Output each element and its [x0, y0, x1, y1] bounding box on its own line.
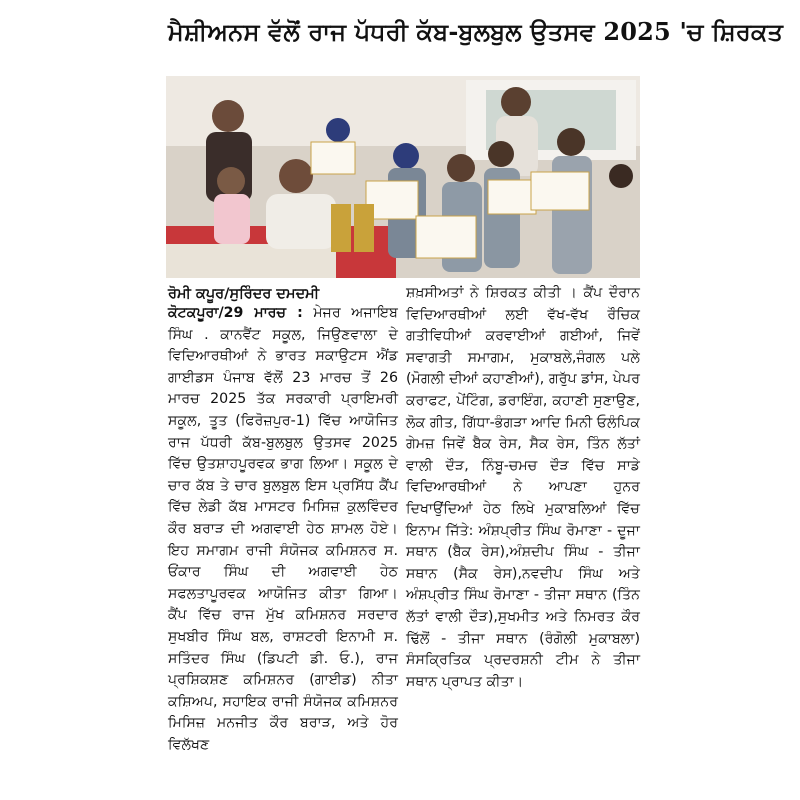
byline: ਰੋਮੀ ਕਪੂਰ/ਸੁਰਿੰਦਰ ਦਮਦਮੀ	[168, 286, 320, 302]
article-column-1	[168, 303, 398, 793]
column-1-text: ਮੇਜਰ ਅਜਾਇਬ ਸਿੰਘ . ਕਾਨਵੈਂਟ ਸਕੂਲ, ਜਿਉਣਵਾਲਾ ਦੇ ਵਿਦਿਆਰਥੀਆਂ ਨੇ ਭਾਰਤ ਸਕਾਉਟਸ ਐਂਡ ਗਾਈਡਸ ਪੰਜਾਬ ਵੱਲੋਂ 23 ਮਾਰਚ ਤੋਂ 26 ਮਾਰਚ 2025 ਤੱਕ ਸਰਕਾਰੀ ਪ੍ਰਾਇਮਰੀ ਸਕੂਲ, ਤੂਤ (ਫਿਰੋਜ਼ਪੁਰ-1) ਵਿੱਚ ਆਯੋਜਿਤ ਰਾਜ ਪੱਧਰੀ ਕੱਬ-ਬੁਲਬੁਲ ਉਤਸਵ 2025 ਵਿੱਚ ਉਤਸ਼ਾਹਪੂਰਵਕ ਭਾਗ ਲਿਆ। ਸਕੂਲ ਦੇ ਚਾਰ ਕੱਬ ਤੇ ਚਾਰ ਬੁਲਬੁਲ ਇਸ ਪ੍ਰਸਿੱਧ ਕੈਂਪ ਵਿੱਚ ਲੇਡੀ ਕੱਬ ਮਾਸਟਰ ਮਿਸਿਜ਼ ਕੁਲਵਿੰਦਰ ਕੌਰ ਬਰਾੜ ਦੀ ਅਗਵਾਈ ਹੇਠ ਸ਼ਾਮਲ ਹੋਏ। ਇਹ ਸਮਾਗਮ ਰਾਜੀ ਸੰਯੋਜਕ ਕਮਿਸ਼ਨਰ ਸ. ਓਂਕਾਰ ਸਿੰਘ ਦੀ ਅਗਵਾਈ ਹੇਠ ਸਫਲਤਾਪੂਰਵਕ ਆਯੋਜਿਤ ਕੀਤਾ ਗਿਆ। ਕੈਂਪ ਵਿੱਚ ਰਾਜ ਮੁੱਖ ਕਮਿਸ਼ਨਰ ਸਰਦਾਰ ਸੁਖਬੀਰ ਸਿੰਘ ਬਲ, ਰਾਸ਼ਟਰੀ ਇਨਾਮੀ ਸ. ਸਤਿੰਦਰ ਸਿੰਘ (ਡਿਪਟੀ ਡੀ. ਓ.), ਰਾਜ ਪ੍ਰਸ਼ਿਕਸ਼ਣ ਕਮਿਸ਼ਨਰ (ਗਾਈਡ) ਨੀਤਾ ਕਸ਼ਿਅਪ, ਸਹਾਇਕ ਰਾਜੀ ਸੰਯੋਜਕ ਕਮਿਸ਼ਨਰ ਮਿਸਿਜ਼ ਮਨਜੀਤ ਕੌਰ ਬਰਾੜ, ਅਤੇ ਹੋਰ ਵਿਲੱਖਣ	[168, 305, 398, 753]
article-paragraph	[168, 303, 398, 756]
column-2-text: ਸ਼ਖ਼ਸੀਅਤਾਂ ਨੇ ਸ਼ਿਰਕਤ ਕੀਤੀ । ਕੈਂਪ ਦੌਰਾਨ ਵਿਦਿਆਰਥੀਆਂ ਲਈ ਵੱਖ-ਵੱਖ ਰੌਚਿਕ ਗਤੀਵਿਧੀਆਂ ਕਰਵਾਈਆਂ ਗਈਆਂ, ਜਿਵੇਂ ਸਵਾਗਤੀ ਸਮਾਗਮ, ਮੁਕਾਬਲੇ,ਜੰਗਲ ਪਲੇ (ਮੋਗਲੀ ਦੀਆਂ ਕਹਾਣੀਆਂ), ਗਰੁੱਪ ਡਾਂਸ, ਪੇਪਰ ਕਰਾਫਟ, ਪੇਂਟਿੰਗ, ਡਰਾਇੰਗ, ਕਹਾਣੀ ਸੁਣਾਉਣ, ਲੋਕ ਗੀਤ, ਗਿੱਧਾ-ਭੰਗੜਾ ਆਦਿ ਮਿਨੀ ਓਲੰਪਿਕ ਗੇਮਜ਼ ਜਿਵੇਂ ਬੈਕ ਰੇਸ, ਸੈਕ ਰੇਸ, ਤਿੰਨ ਲੱਤਾਂ ਵਾਲੀ ਦੌੜ, ਨਿੰਬੂ-ਚਮਚ ਦੌੜ ਵਿੱਚ ਸਾਡੇ ਵਿਦਿਆਰਥੀਆਂ ਨੇ ਆਪਣਾ ਹੁਨਰ ਦਿਖਾਉਂਦਿਆਂ ਹੇਠ ਲਿਖੇ ਮੁਕਾਬਲਿਆਂ ਵਿੱਚ ਇਨਾਮ ਜਿੱਤੇ: ਅੰਸ਼ਪ੍ਰੀਤ ਸਿੰਘ ਰੋਮਾਣਾ - ਦੂਜਾ ਸਥਾਨ (ਬੈਕ ਰੇਸ),ਅੰਸ਼ਦੀਪ ਸਿੰਘ - ਤੀਜਾ ਸਥਾਨ (ਸੈਕ ਰੇਸ),ਨਵਦੀਪ ਸਿੰਘ ਅਤੇ ਅੰਸ਼ਪ੍ਰੀਤ ਸਿੰਘ ਰੋਮਾਣਾ - ਤੀਜਾ ਸਥਾਨ (ਤਿੰਨ ਲੱਤਾਂ ਵਾਲੀ ਦੌੜ),ਸੁਖਮੀਤ ਅਤੇ ਨਿਮਰਤ ਕੌਰ ਢਿੱਲੋਂ - ਤੀਜਾ ਸਥਾਨ (ਰੰਗੋਲੀ ਮੁਕਾਬਲਾ) ਸੰਸਕ੍ਰਿਤਿਕ ਪ੍ਰਦਰਸ਼ਨੀ ਟੀਮ ਨੇ ਤੀਜਾ ਸਥਾਨ ਪ੍ਰਾਪਤ ਕੀਤਾ।	[406, 285, 640, 690]
dateline: ਕੋਟਕਪੂਰਾ/29 ਮਾਰਚ :	[168, 305, 303, 321]
article-column-2	[406, 283, 640, 793]
news-photo	[166, 76, 640, 278]
headline: ਮੈਸ਼ੀਅਨਸ ਵੱਲੋਂ ਰਾਜ ਪੱਧਰੀ ਕੱਬ-ਬੁਲਬੁਲ ਉਤਸਵ 2025 'ਚ ਸ਼ਿਰਕਤ	[168, 17, 784, 46]
